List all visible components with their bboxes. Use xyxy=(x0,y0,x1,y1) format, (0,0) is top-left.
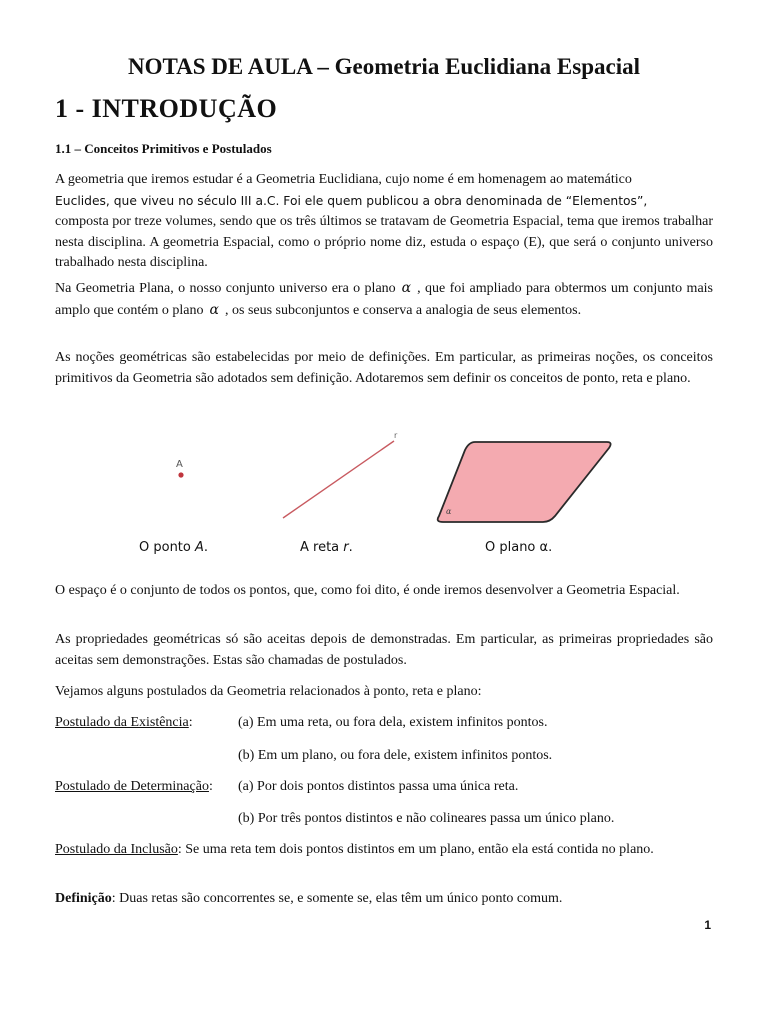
alpha-symbol: α xyxy=(401,280,412,296)
line-r xyxy=(283,441,394,518)
primitive-concepts-illustration xyxy=(55,420,713,560)
paragraph-intro-rest: composta por treze volumes, sendo que os três últimos se tratavam de Geometria Espacial, tema que iremos trabalhar nesta disciplina. A geometria Espacial, como o próprio nome diz, estuda o espaço (E), que será o conjunto universo trabalhado nesta disciplina. xyxy=(55,214,713,271)
document-title: NOTAS DE AULA – Geometria Euclidiana Espacial xyxy=(127,54,640,79)
point-a-label: A xyxy=(176,459,183,470)
line-r-label: r xyxy=(394,431,398,440)
page-number: 1 xyxy=(704,918,711,932)
postulate-determination-a-text: (a) Por dois pontos distintos passa uma única reta. xyxy=(238,779,519,794)
caption-line-text: A reta xyxy=(300,540,340,555)
definition-label: Definição xyxy=(55,891,112,906)
paragraph-intro xyxy=(55,170,713,274)
postulate-determination-b-text: (b) Por três pontos distintos e não colineares passa um único plano. xyxy=(238,811,615,826)
primitive-concepts-figure xyxy=(55,420,713,560)
caption-point-var: A xyxy=(195,540,204,555)
paragraph-plane xyxy=(55,278,713,321)
postulate-existence-a-text: (a) Em uma reta, ou fora dela, existem infinitos pontos. xyxy=(238,715,548,730)
caption-line-var: r xyxy=(343,540,349,555)
postulate-existence-label: Postulado da Existência xyxy=(55,715,189,730)
paragraph-notions: As noções geométricas são estabelecidas por meio de definições. Em particular, as primeiras noções, os conceitos primitivos da Geometria são adotados sem definição. Adotaremos sem definir os conceitos de ponto, reta e plano. xyxy=(55,350,713,386)
plane-alpha-label: α xyxy=(446,507,452,516)
paragraph-intro-line1: A geometria que iremos estudar é a Geometria Euclidiana, cujo nome é em homenagem ao matemático xyxy=(55,172,632,187)
paragraph-intro-line2: Euclides, que viveu no século III a.C. Foi ele quem publicou a obra denominada de “Elementos”, xyxy=(55,193,648,208)
paragraph-properties: As propriedades geométricas só são aceitas depois de demonstradas. Em particular, as primeiras propriedades são aceitas sem demonstrações. Estas são chamadas de postulados. xyxy=(55,632,713,668)
alpha-symbol: α xyxy=(209,301,219,318)
caption-point-text: O ponto xyxy=(139,540,191,555)
paragraph-space: O espaço é o conjunto de todos os pontos, que, como foi dito, é onde iremos desenvolver a Geometria Espacial. xyxy=(55,583,680,598)
definition-text: : Duas retas são concorrentes se, e somente se, elas têm um único ponto comum. xyxy=(111,891,563,906)
postulate-inclusion-label: Postulado da Inclusão xyxy=(55,842,178,857)
paragraph-plane-part-a: Na Geometria Plana, o nosso conjunto universo era o plano xyxy=(55,281,396,296)
point-a-dot xyxy=(178,472,183,477)
subsection-heading: 1.1 – Conceitos Primitivos e Postulados xyxy=(55,141,272,156)
paragraph-plane-part-b: , que foi ampliado para obtermos um conjunto mais amplo que contém o plano xyxy=(55,281,713,318)
postulate-determination-a: Postulado de Determinação: (a) Por dois pontos distintos passa uma única reta. xyxy=(55,777,713,797)
postulate-determination-label: Postulado de Determinação xyxy=(55,779,209,794)
postulate-existence-a: Postulado da Existência: (a) Em uma reta, ou fora dela, existem infinitos pontos. xyxy=(55,713,713,733)
postulate-existence-b-text: (b) Em um plano, ou fora dele, existem infinitos pontos. xyxy=(238,748,553,763)
caption-line: A reta r. xyxy=(300,540,353,555)
postulate-inclusion xyxy=(55,840,713,861)
section-heading: 1 - INTRODUÇÃO xyxy=(55,94,278,123)
paragraph-postulates-intro: Vejamos alguns postulados da Geometria relacionados à ponto, reta e plano: xyxy=(55,684,482,699)
plane-alpha-shape xyxy=(438,442,611,522)
definition-concurrent-lines xyxy=(55,889,713,910)
caption-plane: O plano α. xyxy=(485,540,553,555)
caption-point: O ponto A. xyxy=(139,540,209,555)
paragraph-plane-part-c: , os seus subconjuntos e conserva a analogia de seus elementos. xyxy=(225,302,582,318)
postulate-inclusion-text: : Se uma reta tem dois pontos distintos em um plano, então ela está contida no plano. xyxy=(177,842,654,857)
